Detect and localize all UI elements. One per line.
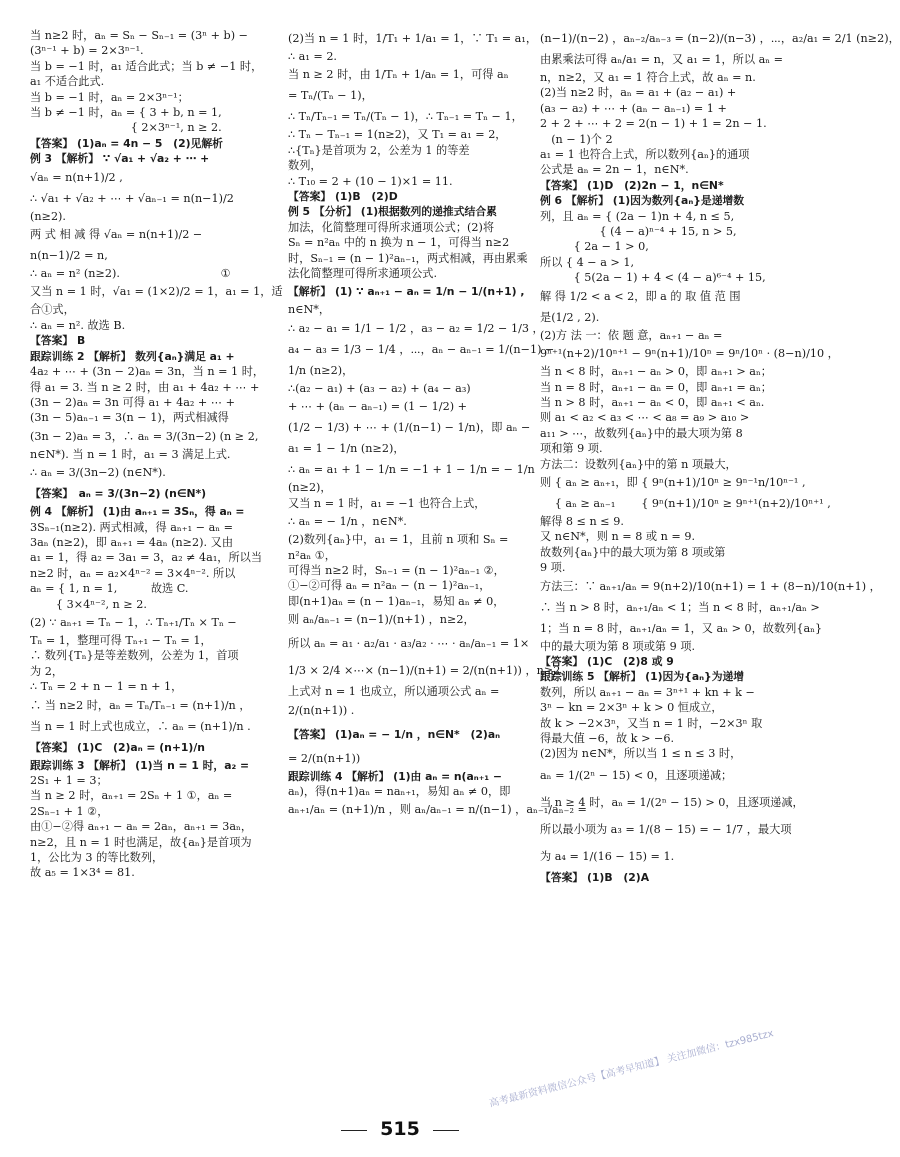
text-line: 由①−②得 aₙ₊₁ − aₙ = 2aₙ，aₙ₊₁ = 3aₙ， [30,820,253,834]
text-line: (3n − 5)aₙ₋₁ = 3(n − 1)，两式相减得 [30,411,229,425]
text-line: 是(1/2 , 2). [540,310,600,324]
text-line: 9ⁿ⁺¹(n+2)/10ⁿ⁺¹ − 9ⁿ(n+1)/10ⁿ = 9ⁿ/10ⁿ · (8−n)/10 ， [540,347,839,361]
column-right [540,28,900,885]
text-line: { 5(2a − 1) + 4 < (4 − a)⁶⁻⁴ + 15, [540,271,766,285]
text-line: n∈N*， [288,303,331,317]
text-line: a₄ − a₃ = 1/3 − 1/4 ，⋯，aₙ − aₙ₋₁ = 1/(n−1) − [288,342,555,356]
text-line: Tₙ = 1，整理可得 Tₙ₊₁ − Tₙ = 1， [30,633,212,647]
text-line: 又当 n = 1 时，a₁ = −1 也符合上式， [288,496,486,510]
text-line: (2)因为 n∈N*，所以当 1 ≤ n ≤ 3 时， [540,747,742,761]
text-line: ∴ Tₙ − Tₙ₋₁ = 1(n≥2)，又 T₁ = a₁ = 2， [288,128,507,142]
answer-line: 【答案】 (1)C (2)8 或 9 [540,654,674,668]
text-line: 当 b ≠ −1 时，aₙ = { 3 + b, n = 1, [30,106,222,120]
text-line: n≥2，且 n = 1 时也满足，故{aₙ}是首项为 [30,835,252,849]
text-line: (n−1)/(n−2) ，aₙ₋₂/aₙ₋₃ = (n−2)/(n−3) ，⋯，a₂/a₁ = 2/1 (n≥2)， [540,32,900,45]
text-line: 得最大值 −6，故 k > −6. [540,732,675,745]
text-line: 当 n ≥ 2 时，由 1/Tₙ + 1/aₙ = 1，可得 aₙ [288,68,509,82]
text-line: { (4 − a)ⁿ⁻⁴ + 15, n > 5, [540,225,737,239]
text-line: 3aₙ (n≥2)，即 aₙ₊₁ = 4aₙ (n≥2). 又由 [30,535,234,549]
text-line: 时，Sₙ₋₁ = (n − 1)²aₙ₋₁，两式相减，再由累乘 [288,251,528,265]
text-line: (3n − 2)aₙ = 3n 可得 a₁ + 4a₂ + ⋯ + [30,395,235,409]
text-line: 3Sₙ₋₁(n≥2). 两式相减，得 aₙ₊₁ − aₙ = [30,520,234,534]
text-line: ∴ 当 n≥2 时，aₙ = Tₙ/Tₙ₋₁ = (n+1)/n ， [30,698,251,712]
answer-line: 【答案】 (1)B (2)A [540,870,650,884]
text-line: (2)方 法 一：依 题 意，aₙ₊₁ − aₙ = [540,328,723,342]
text-line: ∴{Tₙ}是首项为 2，公差为 1 的等差 [288,143,470,157]
text-line: 当 b = −1 时，aₙ = 2×3ⁿ⁻¹； [30,90,189,104]
text-line: 可得当 n≥2 时，Sₙ₋₁ = (n − 1)²aₙ₋₁ ②， [288,563,505,577]
footer-dash-right [433,1130,459,1132]
text-line: 当 n = 8 时，aₙ₊₁ − aₙ = 0，即 aₙ₊₁ = aₙ； [540,380,772,394]
text-line: 得 a₁ = 3. 当 n ≥ 2 时，由 a₁ + 4a₂ + ⋯ + [30,380,260,394]
answer-line: 【答案】 (1)aₙ = − 1/n ，n∈N* (2)aₙ [288,727,501,741]
text-line: aₙ = { 1, n = 1, 故选 C. [30,582,189,596]
answer-line: 【答案】 aₙ = 3/(3n−2) (n∈N*) [30,487,207,501]
text-line: 1/3 × 2/4 ×⋯× (n−1)/(n+1) = 2/(n(n+1)) ，n≥2， [288,664,572,678]
text-line: √aₙ = n(n+1)/2 , [30,170,123,184]
text-line: 当 n ≥ 4 时，aₙ = 1/(2ⁿ − 15) > 0，且逐项递减， [540,795,804,809]
text-line: ∴ T₁₀ = 2 + (10 − 1)×1 = 11. [288,174,453,188]
answer-line: 【答案】 (1)aₙ = 4n − 5 (2)见解析 [30,136,223,150]
text-line: n∈N*). 当 n = 1 时，a₁ = 3 满足上式. [30,447,231,461]
text-line: (2)数列{aₙ}中，a₁ = 1，且前 n 项和 Sₙ = [288,533,509,547]
text-line: ①−②可得 aₙ = n²aₙ − (n − 1)²aₙ₋₁， [288,579,491,593]
text-line: ∴ 当 n > 8 时，aₙ₊₁/aₙ < 1；当 n < 8 时，aₙ₊₁/aₙ > [540,600,820,614]
text-line: 故 k > −2×3ⁿ，又当 n = 1 时，−2×3ⁿ 取 [540,716,763,730]
text-line: n²aₙ ①， [288,548,336,562]
practice-heading: 跟踪训练 2 【解析】 数列{aₙ}满足 a₁ + [30,349,235,363]
text-line: 所以最小项为 a₃ = 1/(8 − 15) = − 1/7 ，最大项 [540,822,792,836]
text-line: 由累乘法可得 aₙ/a₁ = n，又 a₁ = 1，所以 aₙ = [540,53,784,66]
text-line: ∴ 数列{Tₙ}是等差数列，公差为 1，首项 [30,649,239,663]
text-line: 方法二：设数列{aₙ}中的第 n 项最大， [540,457,737,471]
example-heading: 例 6 【解析】 (1)因为数列{aₙ}是递增数 [540,194,745,208]
text-line: 为 2， [30,664,64,678]
text-line: 当 n = 1 时上式也成立，∴ aₙ = (n+1)/n . [30,719,251,733]
practice-heading: 跟踪训练 5 【解析】 (1)因为{aₙ}为递增 [540,670,745,684]
footer-dash-left [341,1130,367,1132]
text-line: (3n − 2)aₙ = 3，∴ aₙ = 3/(3n−2) (n ≥ 2, [30,429,259,443]
example-heading: 例 3 【解析】 ∵ √a₁ + √a₂ + ⋯ + [30,152,210,166]
text-line: aₙ₊₁/aₙ = (n+1)/n ，则 aₙ/aₙ₋₁ = n/(n−1) ，aₙ₋₁/aₙ₋₂ = [288,803,587,817]
text-line: 解得 8 ≤ n ≤ 9. [540,514,624,528]
page-number: 515 [380,1118,420,1140]
text-line: 2 + 2 + ⋯ + 2 = 2(n − 1) + 1 = 2n − 1. [540,117,767,131]
text-line: 则 a₁ < a₂ < a₃ < ⋯ < a₈ = a₉ > a₁₀ > [540,411,750,425]
text-line: ∴ aₙ = a₁ + 1 − 1/n = −1 + 1 − 1/n = − 1/n [288,463,535,477]
text-line: { 2a − 1 > 0, [540,240,649,254]
text-line: 上式对 n = 1 也成立，所以通项公式 aₙ = [288,685,500,699]
example-heading: 例 5 【分析】 (1)根据数列的递推式结合累 [288,205,497,219]
text-line: (3ⁿ⁻¹ + b) = 2×3ⁿ⁻¹. [30,44,144,58]
analysis-heading: 【解析】 (1) ∵ aₙ₊₁ − aₙ = 1/n − 1/(n+1) , [288,285,525,299]
text-line: 方法三：∵ aₙ₊₁/aₙ = 9(n+2)/10(n+1) = 1 + (8−n)/10(n+1) ， [540,579,881,593]
text-line: ∴ aₙ = 3/(3n−2) (n∈N*). [30,466,166,480]
text-line: 法化简整理可得所求通项公式. [288,267,437,281]
text-line: (n≥2). [30,209,66,223]
answer-line: 【答案】 (1)D (2)2n − 1，n∈N* [540,178,724,192]
text-line: ∴ aₙ = − 1/n ，n∈N*. [288,515,407,529]
text-line: 解 得 1/2 < a < 2，即 a 的 取 值 范 围 [540,289,741,303]
text-line: 列，且 aₙ = { (2a − 1)n + 4, n ≤ 5, [540,209,735,223]
text-line: 故数列{aₙ}中的最大项为第 8 项或第 [540,545,726,559]
text-line: 中的最大项为第 8 项或第 9 项. [540,639,696,653]
answer-line: 【答案】 B [30,334,86,348]
text-line: ∴ Tₙ = 2 + n − 1 = n + 1， [30,680,183,694]
text-line: 所以 { 4 − a > 1, [540,255,635,269]
answer-line: 【答案】 (1)B (2)D [288,190,398,204]
text-line: ∴(a₂ − a₁) + (a₃ − a₂) + (a₄ − a₃) [288,381,471,395]
text-line: 数列，所以 aₙ₊₁ − aₙ = 3ⁿ⁺¹ + kn + k − [540,685,755,699]
text-line: ∴ Tₙ/Tₙ₋₁ = Tₙ/(Tₙ − 1)，∴ Tₙ₋₁ = Tₙ − 1， [288,110,523,124]
text-line: 则 { aₙ ≥ aₙ₊₁，即 { 9ⁿ(n+1)/10ⁿ ≥ 9ⁿ⁻¹n/10ⁿ⁻¹ , [540,475,806,489]
text-line: a₁ = 1，得 a₂ = 3a₁ = 3，a₂ ≠ 4a₁，所以当 [30,551,263,565]
text-line: ∴ aₙ = n². 故选 B. [30,318,126,332]
text-line: (1/2 − 1/3) + ⋯ + (1/(n−1) − 1/n)，即 aₙ − [288,421,531,435]
text-line: 1，公比为 3 的等比数列， [30,851,164,865]
watermark: 高考最新资料微信公众号【高考早知道】 关注加微信：tzx985tzx [488,1028,775,1110]
text-line: 2S₁ + 1 = 3； [30,774,108,787]
text-line: a₁ = 1 − 1/n (n≥2)， [288,442,405,456]
text-line: 数列， [288,159,322,173]
text-line: 两 式 相 减 得 √aₙ = n(n+1)/2 − [30,228,203,242]
text-line: 合①式， [30,303,75,317]
text-line: a₁₁ > ⋯，故数列{aₙ}中的最大项为第 8 [540,426,743,440]
text-line: n≥2 时，aₙ = a₂×4ⁿ⁻² = 3×4ⁿ⁻². 所以 [30,566,236,580]
text-line: 9 项. [540,561,566,575]
text-line: 当 b = −1 时，a₁ 适合此式；当 b ≠ −1 时， [30,59,263,73]
text-line: a₁ = 1 也符合上式，所以数列{aₙ}的通项 [540,148,750,162]
text-line: { aₙ ≥ aₙ₋₁ { 9ⁿ(n+1)/10ⁿ ≥ 9ⁿ⁺¹(n+2)/10ⁿ⁺¹ , [540,496,831,510]
text-line: (n − 1)个 2 [540,132,613,146]
text-line: 故 a₅ = 1×3⁴ = 81. [30,866,135,880]
text-line: (2)当 n≥2 时，aₙ = a₁ + (a₂ − a₁) + [540,86,737,100]
text-line: 当 n≥2 时，aₙ = Sₙ − Sₙ₋₁ = (3ⁿ + b) − [30,29,249,42]
text-line: aₙ)，得(n+1)aₙ = naₙ₊₁，易知 aₙ ≠ 0，即 [288,784,511,798]
text-line: 1/n (n≥2)， [288,363,354,377]
text-line: 为 a₄ = 1/(16 − 15) = 1. [540,849,675,863]
text-line: 3ⁿ − kn = 2×3ⁿ + k > 0 恒成立， [540,701,723,715]
text-line: 当 n ≥ 2 时，aₙ₊₁ = 2Sₙ + 1 ①，aₙ = [30,789,233,803]
text-line: a₁ 不适合此式. [30,75,105,89]
text-line: 1；当 n = 8 时，aₙ₊₁/aₙ = 1，又 aₙ > 0，故数列{aₙ} [540,621,823,635]
text-line: = Tₙ/(Tₙ − 1)， [288,89,373,103]
text-line: + ⋯ + (aₙ − aₙ₋₁) = (1 − 1/2) + [288,400,467,414]
text-line: 所以 aₙ = a₁ · a₂/a₁ · a₃/a₂ · ⋯ · aₙ/aₙ₋₁ = 1× [288,637,530,651]
text-line: ∴ √a₁ + √a₂ + ⋯ + √aₙ₋₁ = n(n−1)/2 [30,191,234,205]
practice-heading: 跟踪训练 3 【解析】 (1)当 n = 1 时，a₂ = [30,758,250,772]
text-line: 即(n+1)aₙ = (n − 1)aₙ₋₁，易知 aₙ ≠ 0， [288,594,505,608]
column-left [30,28,283,881]
answer-line: 【答案】 (1)C (2)aₙ = (n+1)/n [30,740,205,754]
text-line: 当 n > 8 时，aₙ₊₁ − aₙ < 0，即 aₙ₊₁ < aₙ. [540,395,765,409]
text-line: { 3×4ⁿ⁻², n ≥ 2. [30,597,147,611]
text-line: (2) ∵ aₙ₊₁ = Tₙ − 1，∴ Tₙ₊₁/Tₙ × Tₙ − [30,615,237,629]
text-line: n(n−1)/2 = n, [30,249,108,263]
text-line: 公式是 aₙ = 2n − 1，n∈N*. [540,163,689,177]
text-line: { 2×3ⁿ⁻¹, n ≥ 2. [30,121,222,135]
page-footer [0,1118,800,1140]
practice-heading: 跟踪训练 4 【解析】 (1)由 aₙ = n(aₙ₊₁ − [288,769,502,783]
text-line: 加法，化简整理可得所求通项公式；(2)将 [288,220,495,234]
text-line: aₙ = 1/(2ⁿ − 15) < 0，且逐项递减； [540,768,733,782]
text-line: ∴ a₁ = 2. [288,50,337,63]
text-line: (n≥2)， [288,481,332,495]
text-line: 又 n∈N*，则 n = 8 或 n = 9. [540,530,696,544]
text-line: = 2/(n(n+1)) [288,751,361,765]
text-line: (2)当 n = 1 时，1/T₁ + 1/a₁ = 1，∵ T₁ = a₁， [288,32,538,45]
text-line: ∴ aₙ = n² (n≥2). ① [30,267,231,281]
text-line: n，n≥2，又 a₁ = 1 符合上式，故 aₙ = n. [540,71,756,84]
text-line: 2/(n(n+1)) . [288,703,355,717]
text-line: Sₙ = n²aₙ 中的 n 换为 n − 1，可得当 n≥2 [288,236,510,250]
text-line: 当 n < 8 时，aₙ₊₁ − aₙ > 0，即 aₙ₊₁ > aₙ； [540,365,772,379]
text-line: 2Sₙ₋₁ + 1 ②， [30,804,109,818]
text-line: 4a₂ + ⋯ + (3n − 2)aₙ = 3n，当 n = 1 时， [30,365,265,379]
text-line: ∴ a₂ − a₁ = 1/1 − 1/2 ，a₃ − a₂ = 1/2 − 1/3 ， [288,321,544,335]
text-line: (a₃ − a₂) + ⋯ + (aₙ − aₙ₋₁) = 1 + [540,101,727,115]
example-heading: 例 4 【解析】 (1)由 aₙ₊₁ = 3Sₙ，得 aₙ = [30,505,245,519]
text-line: 项和第 9 项. [540,442,603,456]
text-line: 又当 n = 1 时，√a₁ = (1×2)/2 = 1，a₁ = 1，适 [30,285,283,299]
text-line: 则 aₙ/aₙ₋₁ = (n−1)/(n+1) ，n≥2， [288,613,475,627]
